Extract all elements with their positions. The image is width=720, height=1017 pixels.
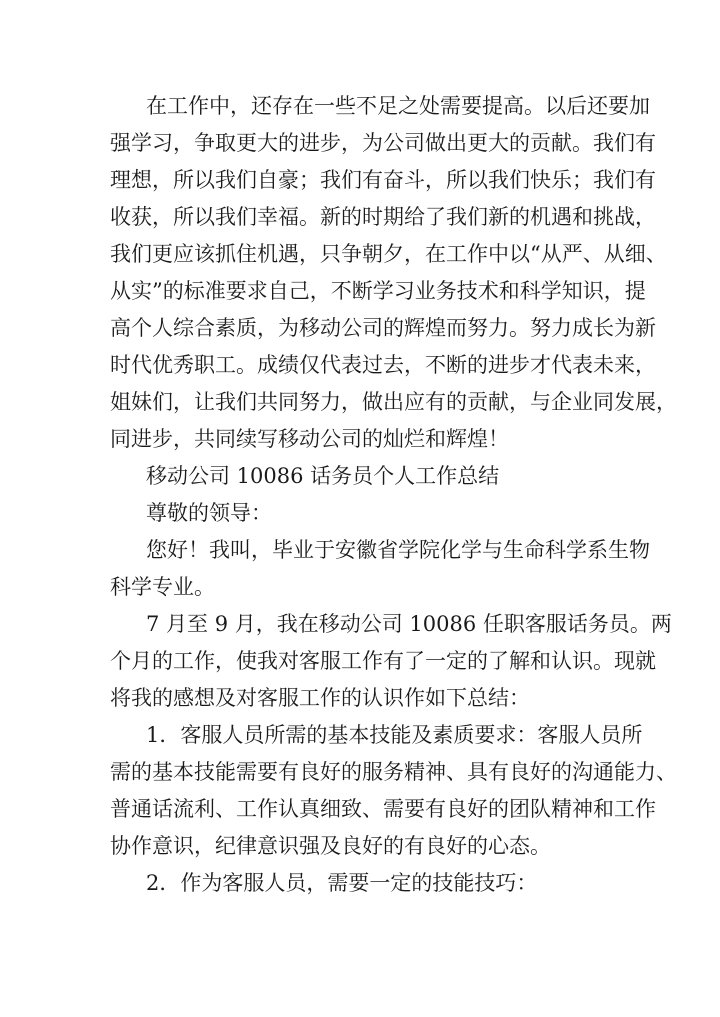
paragraph-line: 我们更应该抓住机遇，只争朝夕，在工作中以“从严、从细、 xyxy=(110,242,667,266)
document-body xyxy=(110,88,677,902)
paragraph-line: 在工作中，还存在一些不足之处需要提高。以后还要加 xyxy=(146,94,650,118)
paragraph-line: 您好！我叫，毕业于安徽省学院化学与生命科学系生物 xyxy=(146,538,650,562)
paragraph-line: 需的基本技能需要有良好的服务精神、具有良好的沟通能力、 xyxy=(110,760,677,784)
paragraph-5 xyxy=(110,865,615,902)
paragraph-3 xyxy=(110,606,672,717)
paragraph-2 xyxy=(110,532,650,606)
document-title: 移动公司 10086 话务员个人工作总结 xyxy=(146,464,500,488)
paragraph-line: 强学习，争取更大的进步，为公司做出更大的贡献。我们有 xyxy=(110,131,656,155)
paragraph-line: 协作意识，纪律意识强及良好的有良好的心态。 xyxy=(110,834,551,858)
paragraph-1 xyxy=(110,88,677,458)
paragraph-line: 1．客服人员所需的基本技能及素质要求：客服人员所 xyxy=(146,723,643,747)
paragraph-line: 高个人综合素质，为移动公司的辉煌而努力。努力成长为新 xyxy=(110,316,656,340)
paragraph-line: 收获，所以我们幸福。新的时期给了我们新的机遇和挑战， xyxy=(110,205,656,229)
paragraph-line: 时代优秀职工。成绩仅代表过去，不断的进步才代表未来， xyxy=(110,353,656,377)
paragraph-line: 姐妹们，让我们共同努力，做出应有的贡献，与企业同发展， xyxy=(110,390,677,414)
paragraph-line: 科学专业。 xyxy=(110,575,215,599)
paragraph-line: 7 月至 9 月，我在移动公司 10086 任职客服话务员。两 xyxy=(146,612,672,636)
paragraph-line: 个月的工作，使我对客服工作有了一定的了解和认识。现就 xyxy=(110,649,656,673)
paragraph-4 xyxy=(110,717,677,865)
paragraph-line: 同进步，共同续写移动公司的灿烂和辉煌！ xyxy=(110,427,509,451)
paragraph-line: 从实”的标准要求自己，不断学习业务技术和科学知识，提 xyxy=(110,279,646,303)
paragraph-line: 理想，所以我们自豪；我们有奋斗，所以我们快乐；我们有 xyxy=(110,168,656,192)
paragraph-line: 普通话流利、工作认真细致、需要有良好的团队精神和工作 xyxy=(110,797,656,821)
salutation: 尊敬的领导： xyxy=(146,501,272,525)
paragraph-line: 2．作为客服人员，需要一定的技能技巧： xyxy=(146,871,538,895)
paragraph-line: 将我的感想及对客服工作的认识作如下总结： xyxy=(110,686,530,710)
